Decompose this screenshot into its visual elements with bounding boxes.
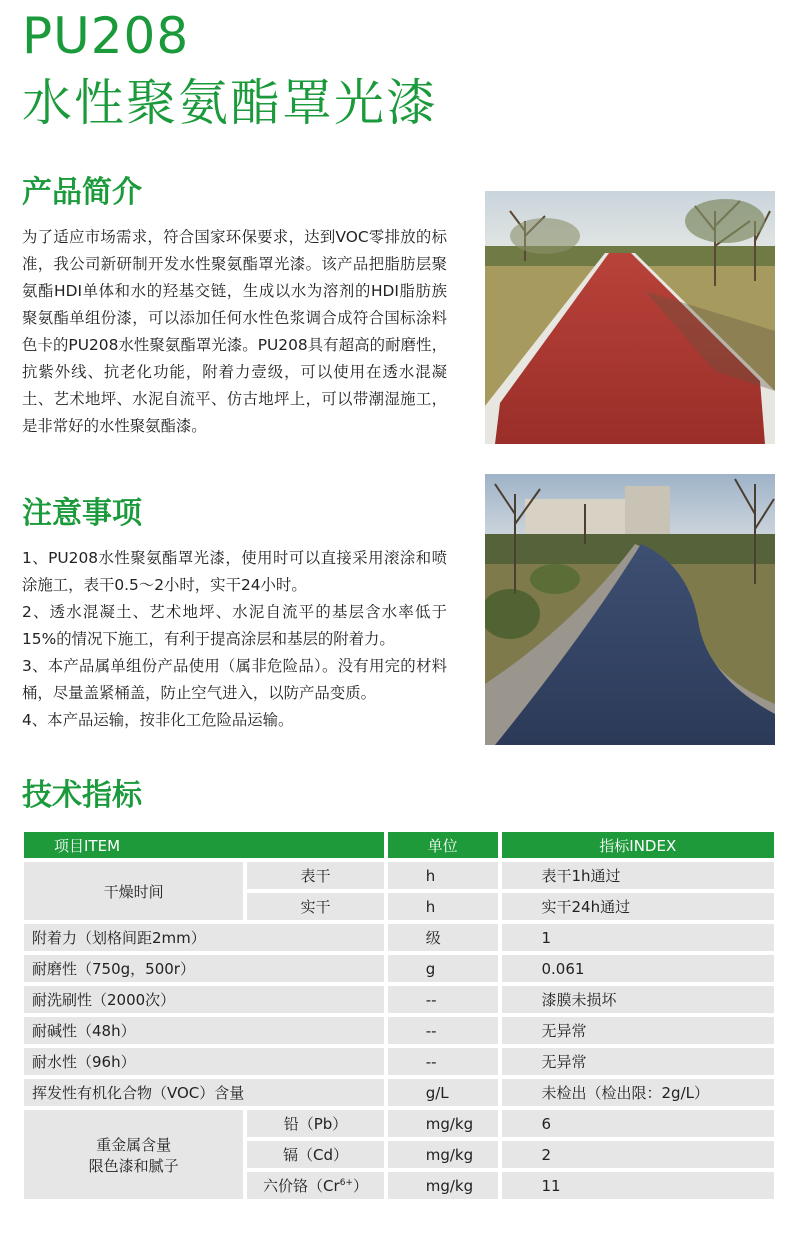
header-unit: 单位	[388, 832, 498, 858]
unit-cell: mg/kg	[388, 1110, 498, 1137]
unit-cell: h	[388, 862, 498, 889]
drying-sub-label: 实干	[247, 893, 383, 920]
table-row	[24, 1079, 774, 1106]
heavy-metal-label-line2: 限色漆和腻子	[88, 1156, 179, 1175]
note-item-1: 1、PU208水性聚氨酯罩光漆，使用时可以直接采用滚涂和喷涂施工，表干0.5～2小时，实干24小时。	[22, 549, 447, 594]
table-row	[24, 1110, 774, 1137]
header-item: 项目ITEM	[24, 832, 384, 858]
metal-sub-post: ）	[352, 1177, 368, 1195]
item-cell: 耐磨性（750g，500r）	[24, 955, 384, 982]
metal-sub-sup: 6+	[339, 1178, 353, 1188]
value-cell: 11	[502, 1172, 775, 1199]
section-heading-intro: 产品简介	[22, 175, 142, 210]
note-item-2: 2、透水混凝土、艺术地坪、水泥自流平的基层含水率低于15%的情况下施工，有利于提高涂层和基层的附着力。	[22, 603, 447, 648]
value-cell: 无异常	[502, 1017, 775, 1044]
unit-cell: h	[388, 893, 498, 920]
unit-cell: g/L	[388, 1079, 498, 1106]
value-cell: 无异常	[502, 1048, 775, 1075]
value-cell: 实干24h通过	[502, 893, 775, 920]
table-header-row	[24, 832, 774, 858]
section-heading-spec: 技术指标	[22, 778, 142, 813]
table-row	[24, 862, 774, 889]
unit-cell: mg/kg	[388, 1172, 498, 1199]
unit-cell: mg/kg	[388, 1141, 498, 1168]
value-cell: 6	[502, 1110, 775, 1137]
table-row	[24, 986, 774, 1013]
item-cell: 附着力（划格间距2mm）	[24, 924, 384, 951]
value-cell: 未检出（检出限：2g/L）	[502, 1079, 775, 1106]
table-row	[24, 1048, 774, 1075]
unit-cell: --	[388, 1048, 498, 1075]
item-cell: 挥发性有机化合物（VOC）含量	[24, 1079, 384, 1106]
value-cell: 1	[502, 924, 775, 951]
item-cell: 耐碱性（48h）	[24, 1017, 384, 1044]
unit-cell: --	[388, 986, 498, 1013]
header-index: 指标INDEX	[502, 832, 775, 858]
metal-sub-label: 镉（Cd）	[247, 1141, 383, 1168]
blue-pavement-photo	[485, 474, 775, 745]
intro-paragraph	[22, 224, 447, 440]
item-cell: 耐洗刷性（2000次）	[24, 986, 384, 1013]
metal-sub-label	[247, 1172, 383, 1199]
unit-cell: 级	[388, 924, 498, 951]
table-row	[24, 1017, 774, 1044]
notes-list	[22, 545, 447, 734]
value-cell: 2	[502, 1141, 775, 1168]
section-heading-notes: 注意事项	[22, 496, 142, 531]
value-cell: 漆膜未损坏	[502, 986, 775, 1013]
red-pavement-photo	[485, 191, 775, 444]
note-item-3: 3、本产品属单组份产品使用（属非危险品）。没有用完的材料桶，尽量盖紧桶盖，防止空气进入，以防产品变质。	[22, 657, 447, 702]
item-cell: 耐水性（96h）	[24, 1048, 384, 1075]
metal-sub-label: 铅（Pb）	[247, 1110, 383, 1137]
title-cn: 水性聚氨酯罩光漆	[22, 74, 438, 132]
value-cell: 0.061	[502, 955, 775, 982]
table-row	[24, 924, 774, 951]
table-row	[24, 955, 774, 982]
title-en: PU208	[22, 7, 190, 65]
metal-sub-pre: 六价铬（Cr	[263, 1177, 340, 1195]
heavy-metal-label-line1: 重金属含量	[96, 1135, 172, 1154]
unit-cell: g	[388, 955, 498, 982]
drying-time-label: 干燥时间	[24, 862, 243, 920]
note-item-4: 4、本产品运输，按非化工危险品运输。	[22, 711, 294, 729]
value-cell: 表干1h通过	[502, 862, 775, 889]
unit-cell: --	[388, 1017, 498, 1044]
heavy-metal-label	[24, 1110, 243, 1199]
drying-sub-label: 表干	[247, 862, 383, 889]
intro-text: 为了适应市场需求，符合国家环保要求，达到VOC零排放的标准，我公司新研制开发水性聚氨酯罩光漆。该产品把脂肪层聚氨酯HDI单体和水的羟基交链，生成以水为溶剂的HDI脂肪族聚氨酯单组份漆，可以添加任何水性色浆调合成符合国标涂料色卡的PU208水性聚氨酯罩光漆。PU208具有超高的耐磨性，抗紫外线、抗老化功能，附着力壹级，可以使用在透水混凝土、艺术地坪、水泥自流平、仿古地坪上，可以带潮湿施工，是非常好的水性聚氨酯漆。	[22, 228, 447, 435]
spec-table	[20, 828, 778, 1203]
